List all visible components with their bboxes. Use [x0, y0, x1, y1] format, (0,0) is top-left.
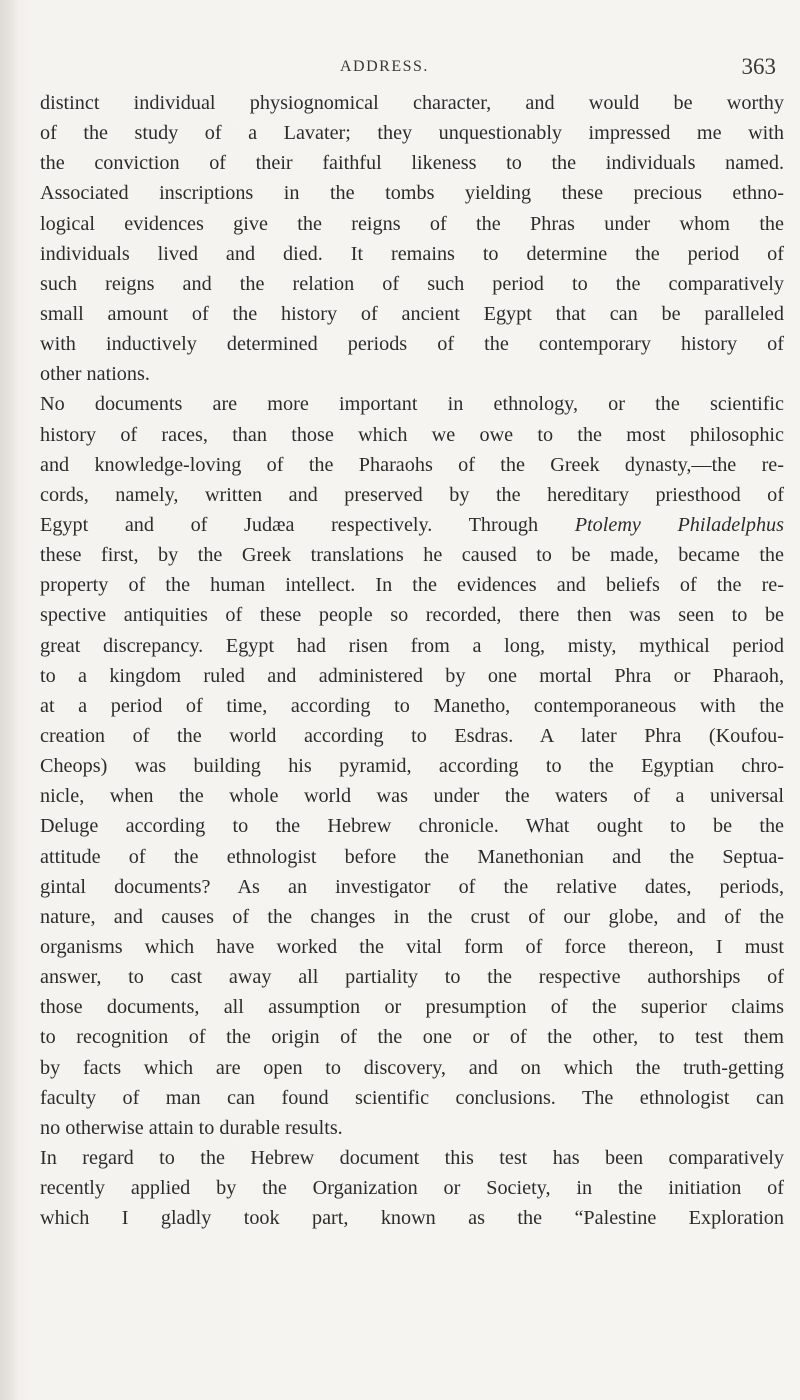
text-line: recently applied by the Organization or Society, in the initiation of [40, 1177, 784, 1200]
text-line: those documents, all assumption or presumption of the superior claims [40, 996, 784, 1019]
text-line: by facts which are open to discovery, and on which the truth-getting [40, 1056, 784, 1079]
text-line: great discrepancy. Egypt had risen from a long, misty, mythical period [40, 634, 784, 657]
text-line: history of races, than those which we owe to the most philosophic [40, 423, 784, 446]
text-line: these first, by the Greek translations he caused to be made, became the [40, 544, 784, 567]
text-line: Egypt and of Judæa respectively. Through Ptolemy Philadelphus [40, 513, 784, 536]
text-line: nature, and causes of the changes in the crust of our globe, and of the [40, 905, 784, 928]
page-number: 363 [741, 54, 776, 79]
text-line: nicle, when the whole world was under the waters of a universal [40, 785, 784, 808]
text-line: gintal documents? As an investigator of the relative dates, periods, [40, 875, 784, 898]
text-line: Associated inscriptions in the tombs yielding these precious ethno- [40, 182, 784, 205]
text-line: organisms which have worked the vital form of force thereon, I must [40, 935, 784, 958]
text-line: small amount of the history of ancient Egypt that can be paralleled [40, 302, 784, 325]
text-line: No documents are more important in ethnology, or the scientific [40, 393, 784, 416]
text-line: Cheops) was building his pyramid, according to the Egyptian chro- [40, 755, 784, 778]
body-text [40, 88, 784, 1233]
text-line: no otherwise attain to durable results. [40, 1116, 343, 1139]
text-line: with inductively determined periods of the contemporary history of [40, 333, 784, 356]
text-line: other nations. [40, 363, 150, 386]
text-line: spective antiquities of these people so recorded, there then was seen to be [40, 604, 784, 627]
text-line: which I gladly took part, known as the “Palestine Exploration [40, 1207, 784, 1230]
gutter-shadow [0, 0, 18, 1400]
text-line: to a kingdom ruled and administered by one mortal Phra or Pharaoh, [40, 664, 784, 687]
text-line: creation of the world according to Esdras. A later Phra (Koufou- [40, 724, 784, 747]
text-line: at a period of time, according to Manetho, contemporaneous with the [40, 694, 784, 717]
text-line: to recognition of the origin of the one or of the other, to test them [40, 1026, 784, 1049]
text-line: logical evidences give the reigns of the Phras under whom the [40, 212, 784, 235]
text-line: such reigns and the relation of such period to the comparatively [40, 272, 784, 295]
text-line: faculty of man can found scientific conclusions. The ethnologist can [40, 1086, 784, 1109]
text-line: individuals lived and died. It remains to determine the period of [40, 242, 784, 265]
text-line: attitude of the ethnologist before the Manethonian and the Septua- [40, 845, 784, 868]
text-line: answer, to cast away all partiality to the respective authorships of [40, 966, 784, 989]
text-line: cords, namely, written and preserved by the hereditary priesthood of [40, 483, 784, 506]
running-head-title: ADDRESS. [340, 58, 429, 75]
text-line: distinct individual physiognomical character, and would be worthy [40, 92, 784, 114]
text-line: In regard to the Hebrew document this test has been comparatively [40, 1146, 784, 1169]
text-line: the conviction of their faithful likeness to the individuals named. [40, 152, 784, 175]
text-line: of the study of a Lavater; they unquestionably impressed me with [40, 122, 784, 145]
text-line: Deluge according to the Hebrew chronicle. What ought to be the [40, 815, 784, 838]
text-line: and knowledge-loving of the Pharaohs of the Greek dynasty,—the re- [40, 453, 784, 476]
running-head [0, 54, 800, 84]
text-line: property of the human intellect. In the evidences and beliefs of the re- [40, 574, 784, 597]
